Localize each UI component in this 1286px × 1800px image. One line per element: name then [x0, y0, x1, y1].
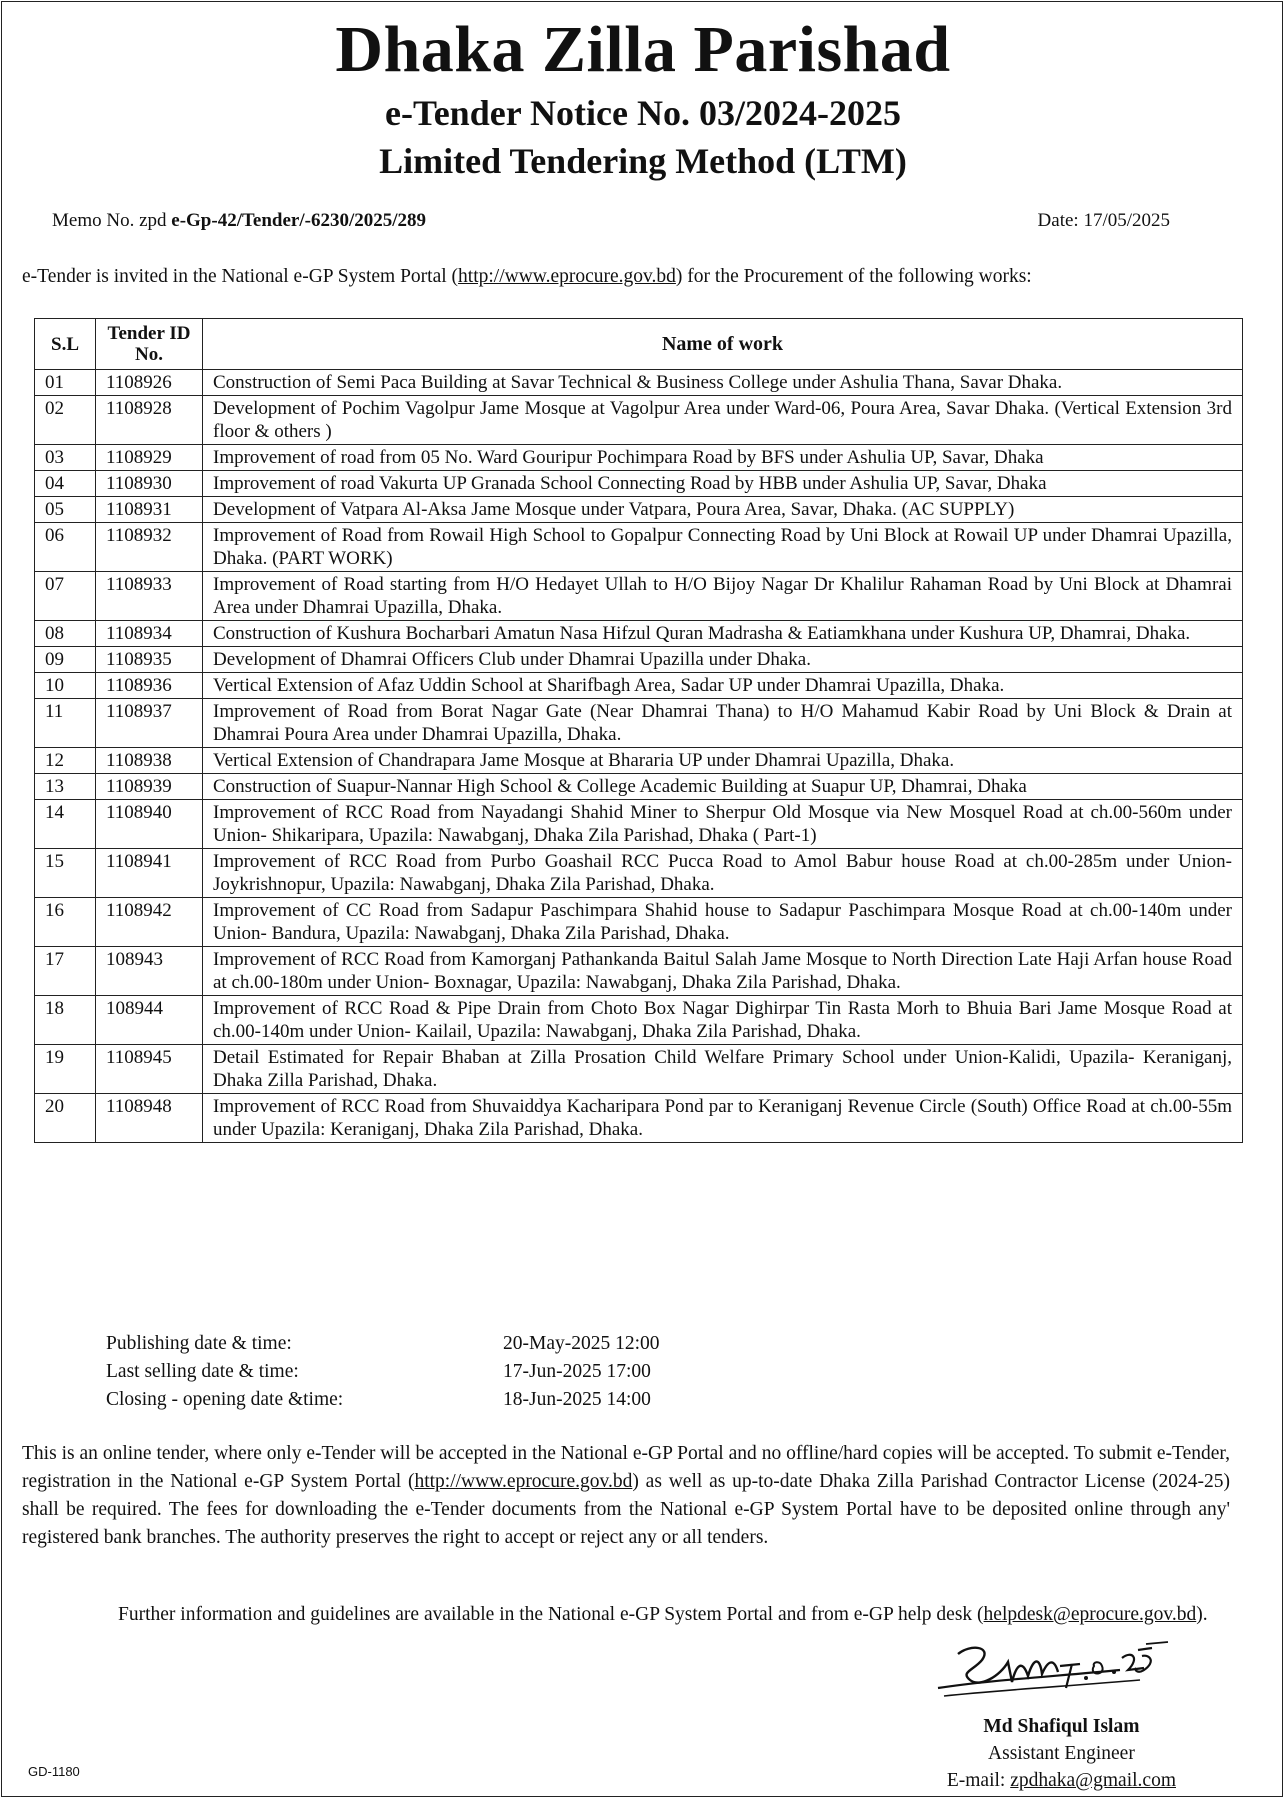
footer-code: GD-1180 [28, 1764, 80, 1779]
table-row [35, 699, 1243, 748]
tender-id-cell: 1108930 [96, 471, 203, 497]
tender-id-cell: 1108945 [96, 1045, 203, 1094]
date-row [106, 1358, 660, 1386]
sl-cell: 13 [35, 774, 96, 800]
organization-title: Dhaka Zilla Parishad [335, 13, 951, 86]
tender-method: Limited Tendering Method (LTM) [379, 141, 907, 181]
sl-cell: 19 [35, 1045, 96, 1094]
sl-cell: 17 [35, 947, 96, 996]
work-name-cell: Improvement of RCC Road from Shuvaiddya Kacharipara Pond par to Keraniganj Revenue Circle (South) Office Road at ch.00-55m under Upazila: Keraniganj, Dhaka Zila Parishad, Dhaka. [203, 1094, 1243, 1143]
para1-text-b: ) as well as up-to-date Dhaka Zilla Parishad Contractor License (2024-25) shall be required. The fees for downloading the e-Tender documents from the National e-GP System Portal have to be deposited online through any' registered bank branches. The authority preserves the right to accept or reject any or all tenders. [22, 1471, 1231, 1548]
sl-cell: 01 [35, 370, 96, 396]
eprocure-link-2[interactable]: http://www.eprocure.gov.bd [414, 1471, 633, 1492]
work-name-cell: Improvement of Road from Rowail High School to Gopalpur Connecting Road by Uni Block at Rowail UP under Dhamrai Upazilla, Dhaka. (PART WORK) [203, 523, 1243, 572]
table-row [35, 647, 1243, 673]
intro-text [22, 266, 1272, 288]
sl-cell: 02 [35, 396, 96, 445]
date-value: 18-Jun-2025 14:00 [503, 1389, 651, 1410]
table-row [35, 774, 1243, 800]
works-table [34, 318, 1243, 1143]
sl-cell: 08 [35, 621, 96, 647]
signatory-designation: Assistant Engineer [988, 1743, 1135, 1764]
work-name-cell: Improvement of road from 05 No. Ward Gouripur Pochimpara Road by BFS under Ashulia UP, Savar, Dhaka [203, 445, 1243, 471]
table-row [35, 621, 1243, 647]
tender-id-cell: 1108941 [96, 849, 203, 898]
sl-cell: 06 [35, 523, 96, 572]
header-sl: S.L [35, 319, 96, 370]
signatory-name: Md Shafiqul Islam [983, 1716, 1140, 1737]
further-info-paragraph [22, 1601, 1230, 1629]
memo-line [52, 210, 426, 232]
notice-number: e-Tender Notice No. 03/2024-2025 [385, 93, 901, 133]
tender-id-cell: 1108932 [96, 523, 203, 572]
work-name-cell: Construction of Semi Paca Building at Savar Technical & Business College under Ashulia Thana, Savar Dhaka. [203, 370, 1243, 396]
work-name-cell: Improvement of Road starting from H/O Hedayet Ullah to H/O Bijoy Nagar Dr Khalilur Rahaman Road by Uni Block at Dhamrai Area under Dhamrai Upazilla, Dhaka. [203, 572, 1243, 621]
sl-cell: 07 [35, 572, 96, 621]
date-label: Closing - opening date &time: [106, 1389, 344, 1410]
tender-id-cell: 1108948 [96, 1094, 203, 1143]
table-row [35, 445, 1243, 471]
header-name-of-work: Name of work [203, 319, 1243, 370]
tender-id-cell: 1108940 [96, 800, 203, 849]
para2-text-b: ). [1196, 1604, 1208, 1625]
tender-id-cell: 1108938 [96, 748, 203, 774]
signature-block [947, 1713, 1176, 1794]
work-name-cell: Construction of Suapur-Nannar High School & College Academic Building at Suapur UP, Dhamrai, Dhaka [203, 774, 1243, 800]
table-header-row [35, 319, 1243, 370]
tender-dates [106, 1330, 660, 1414]
memo-prefix: Memo No. zpd [52, 210, 167, 231]
tender-id-cell: 1108936 [96, 673, 203, 699]
date-value: 17-Jun-2025 17:00 [503, 1361, 651, 1382]
work-name-cell: Vertical Extension of Afaz Uddin School at Sharifbagh Area, Sadar UP under Dhamrai Upazilla, Dhaka. [203, 673, 1243, 699]
work-name-cell: Detail Estimated for Repair Bhaban at Zilla Prosation Child Welfare Primary School under Union-Kalidi, Upazila- Keraniganj, Dhaka Zilla Parishad, Dhaka. [203, 1045, 1243, 1094]
signatory-email [947, 1767, 1176, 1794]
table-row [35, 1094, 1243, 1143]
sl-cell: 10 [35, 673, 96, 699]
tender-id-cell: 1108937 [96, 699, 203, 748]
work-name-cell: Vertical Extension of Chandrapara Jame Mosque at Bhararia UP under Dhamrai Upazilla, Dhaka. [203, 748, 1243, 774]
tender-id-cell: 1108929 [96, 445, 203, 471]
work-name-cell: Construction of Kushura Bocharbari Amatun Nasa Hifzul Quran Madrasha & Eatiamkhana under Kushura UP, Dhamrai, Dhaka. [203, 621, 1243, 647]
sl-cell: 18 [35, 996, 96, 1045]
date-row [106, 1330, 660, 1358]
sl-cell: 03 [35, 445, 96, 471]
sl-cell: 09 [35, 647, 96, 673]
eprocure-link[interactable]: http://www.eprocure.gov.bd [458, 266, 676, 287]
sl-cell: 16 [35, 898, 96, 947]
table-row [35, 523, 1243, 572]
table-row [35, 800, 1243, 849]
signatory-email-link[interactable]: zpdhaka@gmail.com [1010, 1770, 1176, 1791]
table-row [35, 947, 1243, 996]
helpdesk-email-link[interactable]: helpdesk@eprocure.gov.bd [983, 1604, 1197, 1625]
signature-image [930, 1636, 1170, 1716]
tender-id-cell: 1108931 [96, 497, 203, 523]
work-name-cell: Improvement of RCC Road from Kamorganj Pathankanda Baitul Salah Jame Mosque to North Direction Late Haji Arfan house Road at ch.00-180m under Union- Boxnagar, Upazila: Nawabganj, Dhaka Zila Parishad, Dhaka. [203, 947, 1243, 996]
date-label: Publishing date & time: [106, 1333, 292, 1354]
notice-date: Date: 17/05/2025 [1037, 210, 1170, 231]
work-name-cell: Improvement of CC Road from Sadapur Paschimpara Shahid house to Sadapur Paschimpara Mosque Road at ch.00-140m under Union- Bandura, Upazila: Nawabganj, Dhaka Zila Parishad, Dhaka. [203, 898, 1243, 947]
intro-before: e-Tender is invited in the National e-GP System Portal ( [22, 266, 459, 287]
table-row [35, 471, 1243, 497]
intro-after: ) for the Procurement of the following works: [675, 266, 1032, 287]
table-row [35, 898, 1243, 947]
work-name-cell: Improvement of road Vakurta UP Granada School Connecting Road by HBB under Ashulia UP, Savar, Dhaka [203, 471, 1243, 497]
table-row [35, 572, 1243, 621]
work-name-cell: Development of Vatpara Al-Aksa Jame Mosque under Vatpara, Poura Area, Savar, Dhaka. (AC SUPPLY) [203, 497, 1243, 523]
para1-text-a: This is an online tender, where only e-Tender will be accepted in the National e-GP Portal and no offline/hard copies will be accepted. To submit e-Tender, registration in the National e-GP System Portal ( [22, 1443, 1230, 1492]
sl-cell: 15 [35, 849, 96, 898]
tender-id-cell: 108943 [96, 947, 203, 996]
work-name-cell: Improvement of Road from Borat Nagar Gate (Near Dhamrai Thana) to H/O Mahamud Kabir Road by Uni Block & Drain at Dhamrai Poura Area under Dhamrai Upazilla, Dhaka. [203, 699, 1243, 748]
sl-cell: 05 [35, 497, 96, 523]
table-row [35, 996, 1243, 1045]
work-name-cell: Development of Pochim Vagolpur Jame Mosque at Vagolpur Area under Ward-06, Poura Area, Savar Dhaka. (Vertical Extension 3rd floor & others ) [203, 396, 1243, 445]
email-label: E-mail: [946, 1770, 1011, 1791]
date-row [106, 1386, 660, 1414]
tender-id-cell: 1108935 [96, 647, 203, 673]
sl-cell: 12 [35, 748, 96, 774]
tender-id-cell: 108944 [96, 996, 203, 1045]
table-row [35, 1045, 1243, 1094]
sl-cell: 11 [35, 699, 96, 748]
memo-number: e-Gp-42/Tender/-6230/2025/289 [171, 210, 427, 231]
tender-id-cell: 1108928 [96, 396, 203, 445]
header-tender-id: Tender ID No. [96, 319, 203, 370]
work-name-cell: Improvement of RCC Road from Nayadangi Shahid Miner to Sherpur Old Mosque via New Mosquel Road at ch.00-560m under Union- Shikaripara, Upazila: Nawabganj, Dhaka Zila Parishad, Dhaka ( Part-1) [203, 800, 1243, 849]
para2-text-a: Further information and guidelines are available in the National e-GP System Portal and from e-GP help desk ( [118, 1604, 984, 1625]
work-name-cell: Improvement of RCC Road & Pipe Drain from Choto Box Nagar Dighirpar Tin Rasta Morh to Bhuia Bari Jame Mosque Road at ch.00-140m under Union- Kailail, Upazila: Nawabganj, Dhaka Zila Parishad, Dhaka. [203, 996, 1243, 1045]
online-tender-paragraph [22, 1440, 1230, 1552]
table-row [35, 396, 1243, 445]
tender-id-cell: 1108942 [96, 898, 203, 947]
work-name-cell: Improvement of RCC Road from Purbo Goashail RCC Pucca Road to Amol Babur house Road at ch.00-285m under Union- Joykrishnopur, Upazila: Nawabganj, Dhaka Zila Parishad, Dhaka. [203, 849, 1243, 898]
date-label: Last selling date & time: [106, 1361, 299, 1382]
work-name-cell: Development of Dhamrai Officers Club under Dhamrai Upazilla under Dhaka. [203, 647, 1243, 673]
table-row [35, 370, 1243, 396]
table-row [35, 673, 1243, 699]
tender-id-cell: 1108939 [96, 774, 203, 800]
sl-cell: 20 [35, 1094, 96, 1143]
table-row [35, 748, 1243, 774]
tender-id-cell: 1108934 [96, 621, 203, 647]
tender-id-cell: 1108926 [96, 370, 203, 396]
tender-id-cell: 1108933 [96, 572, 203, 621]
sl-cell: 14 [35, 800, 96, 849]
date-value: 20-May-2025 12:00 [503, 1333, 660, 1354]
sl-cell: 04 [35, 471, 96, 497]
table-row [35, 849, 1243, 898]
table-row [35, 497, 1243, 523]
